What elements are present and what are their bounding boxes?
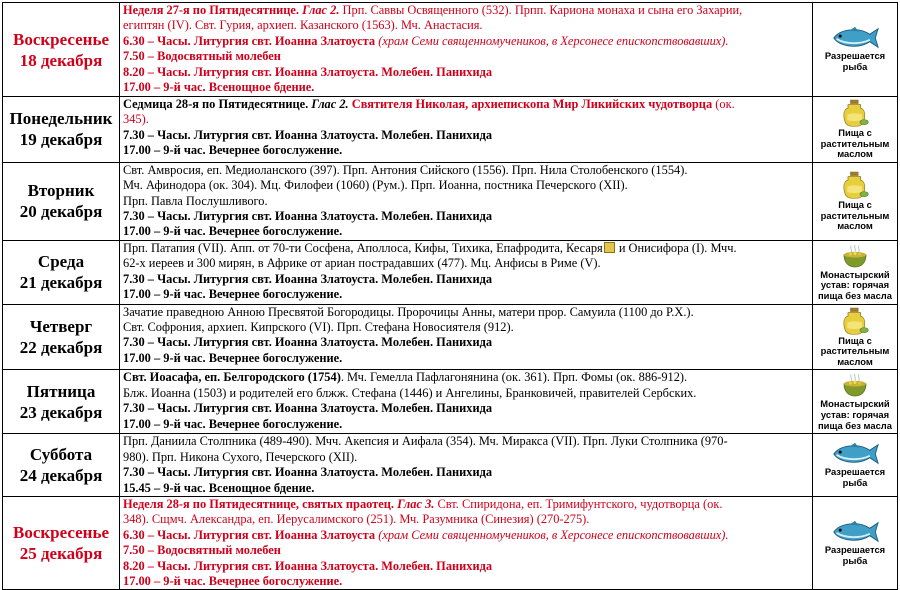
- fish-icon: [829, 442, 881, 466]
- day-cell: [3, 497, 120, 590]
- food-label: устав: горячая: [820, 279, 890, 291]
- day-cell: [3, 3, 120, 97]
- services-cell: [120, 97, 813, 163]
- fish-icon: [829, 26, 881, 50]
- service-line: 17.00 – 9-й час. Вечернее богослужение.: [123, 143, 343, 158]
- services-cell: [120, 240, 813, 304]
- saints-line: Свт. Иоасафа, еп. Белгородского (1754). Мч. Гемелла Пафлагонянина (ок. 361). Прп. Фомы (ок. 886-912).: [123, 370, 688, 385]
- food-cell: [813, 240, 898, 304]
- day-cell: [3, 240, 120, 304]
- food-label: Разрешается: [824, 544, 886, 556]
- services-cell: [120, 304, 813, 370]
- table-row: [3, 370, 898, 434]
- date: 22 декабря: [19, 337, 103, 357]
- service-line: 17.00 – 9-й час. Вечернее богослужение.: [123, 574, 343, 589]
- service-line: 8.20 – Часы. Литургия свт. Иоанна Златоуста. Молебен. Панихида: [123, 64, 493, 79]
- service-line: 7.30 – Часы. Литургия свт. Иоанна Златоуста. Молебен. Панихида: [123, 271, 493, 286]
- food-label: маслом: [837, 220, 873, 232]
- oil-jar-icon: [840, 171, 870, 199]
- food-cell: [813, 162, 898, 240]
- weekday: Воскресенье: [12, 523, 109, 543]
- service-line: 17.00 – 9-й час. Вечернее богослужение.: [123, 416, 343, 431]
- food-label: растительным: [820, 137, 890, 149]
- table-row: [3, 97, 898, 163]
- table-row: [3, 240, 898, 304]
- day-cell: [3, 370, 120, 434]
- service-line: 8.20 – Часы. Литургия свт. Иоанна Златоуста. Молебен. Панихида: [123, 558, 493, 573]
- food-label: Разрешается: [824, 50, 886, 62]
- table-row: [3, 304, 898, 370]
- food-cell: [813, 304, 898, 370]
- food-cell: [813, 370, 898, 434]
- food-cell: [813, 3, 898, 97]
- weekday: Вторник: [27, 181, 95, 201]
- services-cell: [120, 162, 813, 240]
- saints-line: Мч. Афинодора (ок. 304). Мц. Филофеи (1060) (Рум.). Прп. Иоанна, постника Печерского (XII).: [123, 178, 628, 193]
- food-label: Разрешается: [824, 466, 886, 478]
- weekday: Понедельник: [9, 109, 113, 129]
- weekday: Четверг: [29, 316, 93, 336]
- date: 25 декабря: [19, 544, 103, 564]
- food-label: пища без масла: [818, 419, 892, 431]
- saints-line: 345).: [123, 112, 149, 127]
- food-label: растительным: [820, 345, 890, 357]
- table-row: [3, 497, 898, 590]
- oil-jar-icon: [840, 99, 870, 127]
- day-cell: [3, 434, 120, 497]
- table-row: [3, 434, 898, 497]
- service-line: 6.30 – Часы. Литургия свт. Иоанна Златоуста (храм Семи священномучеников, в Херсонесе епископствовавших).: [123, 33, 729, 48]
- date: 19 декабря: [19, 130, 103, 150]
- food-label: Монастырский: [820, 268, 890, 280]
- day-cell: [3, 162, 120, 240]
- feast-line: Неделя 27-я по Пятидесятнице. Глас 2. Прп. Саввы Освященного (532). Прпп. Кариона монаха и сына его Захарии,: [123, 3, 743, 17]
- food-cell: [813, 497, 898, 590]
- weekday: Пятница: [26, 381, 96, 401]
- service-line: 6.30 – Часы. Литургия свт. Иоанна Златоуста (храм Семи священномучеников, в Херсонесе епископствовавших).: [123, 527, 729, 542]
- saints-line: Блж. Иоанна (1503) и родителей его блжж. Стефана (1446) и Ангелины, Бранковичей, правителей Сербских.: [123, 385, 697, 400]
- saints-line: Зачатие праведною Анною Пресвятой Богородицы. Пророчицы Анны, матери прор. Самуила (1100 до Р.Х.).: [123, 304, 694, 319]
- day-cell: [3, 304, 120, 370]
- service-line: 7.50 – Водосвятный молебен: [123, 543, 281, 558]
- feast-line: Неделя 28-я по Пятидесятнице, святых праотец. Глас 3. Свт. Спиридона, еп. Тримифунтского, чудотворца (ок.: [123, 497, 723, 511]
- table-row: [3, 162, 898, 240]
- saints-line: 980). Прп. Никона Сухого, Печерского (XII).: [123, 449, 358, 464]
- feast-line: Седмица 28-я по Пятидесятнице. Глас 2. Святителя Николая, архиепископа Мир Ликийских чудотворца (ок.: [123, 97, 735, 111]
- food-label: рыба: [842, 476, 868, 488]
- food-label: маслом: [837, 355, 873, 367]
- services-cell: [120, 370, 813, 434]
- food-label: устав: горячая: [820, 409, 890, 421]
- service-line: 7.30 – Часы. Литургия свт. Иоанна Златоуста. Молебен. Панихида: [123, 401, 493, 416]
- schedule-table: [2, 2, 898, 590]
- service-line: 7.30 – Часы. Литургия свт. Иоанна Златоуста. Молебен. Панихида: [123, 209, 493, 223]
- table-row: [3, 3, 898, 97]
- saints-line: 348). Сщмч. Александра, еп. Иерусалимского (251). Мч. Разумника (Синезия) (270-275).: [123, 512, 590, 527]
- service-line: 7.30 – Часы. Литургия свт. Иоанна Златоуста. Молебен. Панихида: [123, 127, 493, 142]
- saints-line: Прп. Павла Послушливого.: [123, 193, 268, 208]
- fish-icon: [829, 520, 881, 544]
- food-label: Монастырский: [820, 398, 890, 410]
- food-cell: [813, 434, 898, 497]
- service-line: 7.30 – Часы. Литургия свт. Иоанна Златоуста. Молебен. Панихида: [123, 465, 493, 480]
- date: 23 декабря: [19, 402, 103, 422]
- saints-line: 62-х иереев и 300 мирян, в Африке от ариан пострадавших (477). Мц. Анфисы в Риме (V).: [123, 256, 601, 271]
- hot-food-icon: [840, 372, 870, 398]
- oil-jar-icon: [840, 307, 870, 335]
- date: 20 декабря: [19, 202, 103, 222]
- food-label: Пища с: [838, 127, 872, 138]
- food-label: Пища с: [838, 198, 872, 210]
- services-cell: [120, 434, 813, 497]
- hot-food-icon: [840, 243, 870, 269]
- weekday: Среда: [37, 252, 85, 272]
- services-cell: [120, 3, 813, 97]
- weekday: Суббота: [29, 445, 93, 465]
- saints-line: Свт. Софрония, архиеп. Кипрского (VI). Прп. Стефана Новосиятеля (912).: [123, 320, 514, 334]
- food-label: маслом: [837, 148, 873, 160]
- image-glyph-icon: [604, 242, 615, 253]
- service-line: 7.30 – Часы. Литургия свт. Иоанна Златоуста. Молебен. Панихида: [123, 335, 493, 350]
- food-label: растительным: [820, 209, 890, 221]
- service-line: 17.00 – 9-й час. Вечернее богослужение.: [123, 224, 343, 239]
- day-cell: [3, 97, 120, 163]
- saints-line: Прп. Даниила Столпника (489-490). Мчч. Акепсия и Аифала (354). Мч. Миракса (VII). Прп. Луки Столпника (970-: [123, 434, 728, 449]
- service-line: 15.45 – 9-й час. Всенощное бдение.: [123, 480, 315, 495]
- date: 24 декабря: [19, 466, 103, 486]
- saints-line: Прп. Патапия (VII). Апп. от 70-ти Сосфена, Аполлоса, Кифы, Тихика, Епафродита, Кесаря и Онисифора (I). Мчч.: [123, 240, 737, 255]
- food-label: рыба: [842, 554, 868, 566]
- date: 21 декабря: [19, 273, 103, 293]
- saints-line: Свт. Амвросия, еп. Медиоланского (397). Прп. Антония Сийского (1556). Прп. Нила Столобенского (1554).: [123, 162, 688, 177]
- food-label: рыба: [842, 61, 868, 72]
- saints-line: египтян (IV). Свт. Гурия, архиеп. Казанского (1563). Мч. Анастасия.: [123, 18, 483, 33]
- service-line: 17.00 – 9-й час. Всенощное бдение.: [123, 80, 315, 95]
- food-cell: [813, 97, 898, 163]
- service-line: 17.00 – 9-й час. Вечернее богослужение.: [123, 287, 343, 302]
- food-label: пища без масла: [818, 290, 892, 301]
- date: 18 декабря: [19, 50, 103, 70]
- service-line: 17.00 – 9-й час. Вечернее богослужение.: [123, 350, 343, 365]
- services-cell: [120, 497, 813, 590]
- food-label: Пища с: [838, 334, 872, 346]
- service-line: 7.50 – Водосвятный молебен: [123, 49, 281, 64]
- weekday: Воскресенье: [12, 29, 109, 49]
